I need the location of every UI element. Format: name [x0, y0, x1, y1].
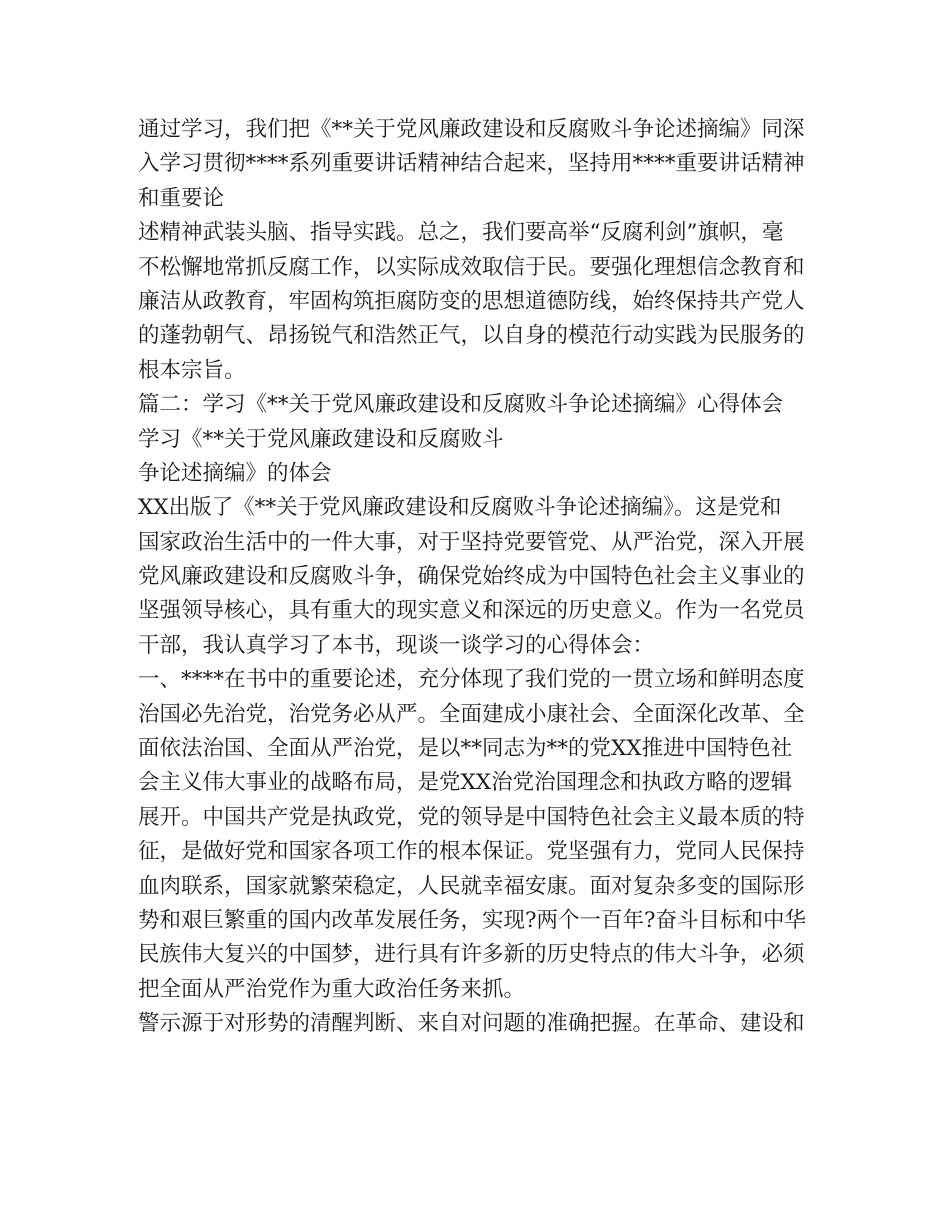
- text-line: 入学习贯彻****系列重要讲话精神结合起来，坚持用****重要讲话精神: [138, 151, 805, 177]
- document-body: [138, 113, 828, 1042]
- text-line: 警示源于对形势的清醒判断、来自对问题的准确把握。在革命、建设和: [138, 1011, 805, 1037]
- text-line: 面依法治国、全面从严治党，是以**同志为**的党XX推进中国特色社: [138, 736, 793, 762]
- text-line: XX出版了《**关于党风廉政建设和反腐败斗争论述摘编》。这是党和: [138, 495, 782, 521]
- text-line: 和重要论: [138, 185, 225, 211]
- text-line: 国家政治生活中的一件大事，对于坚持党要管党、从严治党，深入开展: [138, 529, 805, 555]
- text-line: 展开。中国共产党是执政党，党的领导是中国特色社会主义最本质的特: [138, 804, 805, 830]
- text-line: 把全面从严治党作为重大政治任务来抓。: [138, 976, 526, 1002]
- text-line: 述精神武装头脑、指导实践。总之，我们要高举“反腐利剑”旗帜，毫: [138, 220, 784, 246]
- text-line: 的蓬勃朝气、昂扬锐气和浩然正气，以自身的模范行动实践为民服务的: [138, 323, 805, 349]
- text-line: 干部，我认真学习了本书，现谈一谈学习的心得体会：: [138, 632, 655, 658]
- text-line: 通过学习，我们把《**关于党风廉政建设和反腐败斗争论述摘编》同深: [138, 117, 805, 142]
- subsection-heading: 一、****在书中的重要论述，充分体现了我们党的一贯立场和鲜明态度: [138, 667, 805, 693]
- text-line: 征，是做好党和国家各项工作的根本保证。党坚强有力，党同人民保持: [138, 839, 805, 865]
- text-line: 不松懈地常抓反腐工作，以实际成效取信于民。要强化理想信念教育和: [138, 254, 805, 280]
- text-line: 党风廉政建设和反腐败斗争，确保党始终成为中国特色社会主义事业的: [138, 564, 805, 590]
- section-heading: 篇二：学习《**关于党风廉政建设和反腐败斗争论述摘编》心得体会: [138, 392, 784, 418]
- text-line: 势和艰巨繁重的国内改革发展任务，实现?两个一百年?奋斗目标和中华: [138, 907, 807, 933]
- text-line: 血肉联系，国家就繁荣稳定，人民就幸福安康。面对复杂多变的国际形: [138, 873, 805, 899]
- text-line: 治国必先治党，治党务必从严。全面建成小康社会、全面深化改革、全: [138, 701, 805, 727]
- text-line: 廉洁从政教育，牢固构筑拒腐防变的思想道德防线，始终保持共产党人: [138, 288, 805, 314]
- text-line: 根本宗旨。: [138, 357, 246, 383]
- text-line: 会主义伟大事业的战略布局，是党XX治党治国理念和执政方略的逻辑: [138, 770, 793, 796]
- text-line: 坚强领导核心，具有重大的现实意义和深远的历史意义。作为一名党员: [138, 598, 805, 624]
- article-title-line: 争论述摘编》的体会: [138, 460, 332, 486]
- article-title-line: 学习《**关于党风廉政建设和反腐败斗: [138, 426, 504, 452]
- text-line: 民族伟大复兴的中国梦，进行具有许多新的历史特点的伟大斗争，必须: [138, 942, 805, 968]
